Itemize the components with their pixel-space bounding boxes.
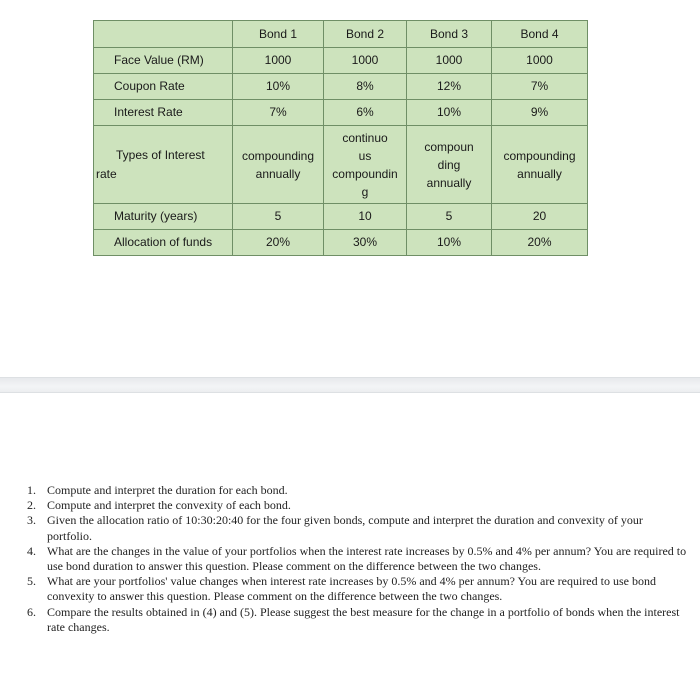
maturity-label: Maturity (years) bbox=[94, 204, 233, 230]
header-corner-cell bbox=[94, 21, 233, 48]
face-value-bond-3: 1000 bbox=[407, 48, 492, 74]
types-of-interest-bond-2 bbox=[324, 126, 407, 204]
maturity-bond-2: 10 bbox=[324, 204, 407, 230]
coupon-rate-bond-2: 8% bbox=[324, 74, 407, 100]
face-value-bond-4: 1000 bbox=[492, 48, 588, 74]
question-text: What are the changes in the value of your portfolios when the interest rate increases by 0.5% and 4% per annum? You are required to use bond duration to answer this question. Please comment on the difference between the two changes. bbox=[47, 543, 687, 574]
maturity-row bbox=[94, 204, 588, 230]
types-bond-2-line-3: compoundin bbox=[332, 166, 398, 181]
question-list bbox=[27, 483, 689, 635]
types-bond-2-line-4: g bbox=[361, 184, 369, 199]
maturity-bond-3: 5 bbox=[407, 204, 492, 230]
question-text: Compute and interpret the duration for each bond. bbox=[47, 483, 288, 497]
types-bond-3-line-2: ding bbox=[437, 157, 461, 172]
allocation-bond-4: 20% bbox=[492, 230, 588, 256]
question-text: What are your portfolios' value changes when interest rate increases by 0.5% and 4% per annum? You are required to use bond convexity to answer this question. Please comment on the difference between the two changes. bbox=[47, 574, 656, 604]
interest-rate-bond-1: 7% bbox=[233, 100, 324, 126]
question-number: 3. bbox=[27, 513, 36, 528]
question-item bbox=[27, 498, 689, 513]
question-text: Given the allocation ratio of 10:30:20:40 for the four given bonds, compute and interpret the duration and convexity of your portfolio. bbox=[47, 513, 643, 543]
face-value-bond-2: 1000 bbox=[324, 48, 407, 74]
types-of-interest-label-line-1: Types of Interest bbox=[116, 147, 205, 162]
question-number: 2. bbox=[27, 498, 36, 513]
question-number: 1. bbox=[27, 483, 36, 497]
types-bond-3-line-3: annually bbox=[426, 175, 472, 190]
question-number: 4. bbox=[27, 543, 36, 558]
coupon-rate-label: Coupon Rate bbox=[94, 74, 233, 100]
types-bond-4-line-1: compounding bbox=[503, 148, 576, 163]
question-item bbox=[27, 605, 689, 635]
interest-rate-bond-4: 9% bbox=[492, 100, 588, 126]
types-of-interest-bond-4 bbox=[492, 126, 588, 204]
face-value-bond-1: 1000 bbox=[233, 48, 324, 74]
types-of-interest-bond-3 bbox=[407, 126, 492, 204]
question-item bbox=[27, 513, 689, 543]
types-of-interest-label-line-2: rate bbox=[96, 166, 117, 181]
coupon-rate-bond-1: 10% bbox=[233, 74, 324, 100]
bond-table bbox=[93, 20, 588, 256]
types-bond-2-line-2: us bbox=[358, 148, 372, 163]
header-bond-3: Bond 3 bbox=[407, 21, 492, 48]
face-value-label: Face Value (RM) bbox=[94, 48, 233, 74]
types-of-interest-bond-1 bbox=[233, 126, 324, 204]
header-bond-4: Bond 4 bbox=[492, 21, 588, 48]
section-divider bbox=[0, 377, 700, 393]
question-item bbox=[27, 574, 689, 604]
allocation-bond-3: 10% bbox=[407, 230, 492, 256]
types-bond-1-line-2: annually bbox=[255, 166, 301, 181]
types-of-interest-row bbox=[94, 126, 588, 204]
question-item bbox=[27, 544, 689, 574]
types-bond-1-line-1: compounding bbox=[241, 148, 315, 163]
allocation-bond-2: 30% bbox=[324, 230, 407, 256]
types-bond-2-line-1: continuo bbox=[342, 130, 388, 145]
question-number: 6. bbox=[27, 604, 36, 619]
allocation-label: Allocation of funds bbox=[94, 230, 233, 256]
maturity-bond-4: 20 bbox=[492, 204, 588, 230]
types-bond-3-line-1: compoun bbox=[424, 139, 474, 154]
interest-rate-bond-3: 10% bbox=[407, 100, 492, 126]
face-value-row bbox=[94, 48, 588, 74]
allocation-row bbox=[94, 230, 588, 256]
interest-rate-row bbox=[94, 100, 588, 126]
coupon-rate-bond-4: 7% bbox=[492, 74, 588, 100]
interest-rate-label: Interest Rate bbox=[94, 100, 233, 126]
coupon-rate-row bbox=[94, 74, 588, 100]
maturity-bond-1: 5 bbox=[233, 204, 324, 230]
header-bond-2: Bond 2 bbox=[324, 21, 407, 48]
question-number: 5. bbox=[27, 574, 36, 589]
question-text: Compute and interpret the convexity of each bond. bbox=[47, 498, 291, 513]
header-bond-1: Bond 1 bbox=[233, 21, 324, 48]
header-row bbox=[94, 21, 588, 48]
types-bond-4-line-2: annually bbox=[517, 166, 562, 181]
interest-rate-bond-2: 6% bbox=[324, 100, 407, 126]
question-item bbox=[27, 483, 689, 498]
coupon-rate-bond-3: 12% bbox=[407, 74, 492, 100]
question-text: Compare the results obtained in (4) and (5). Please suggest the best measure for the change in a portfolio of bonds when the interest rate changes. bbox=[47, 604, 680, 634]
allocation-bond-1: 20% bbox=[233, 230, 324, 256]
types-of-interest-label bbox=[94, 126, 233, 204]
